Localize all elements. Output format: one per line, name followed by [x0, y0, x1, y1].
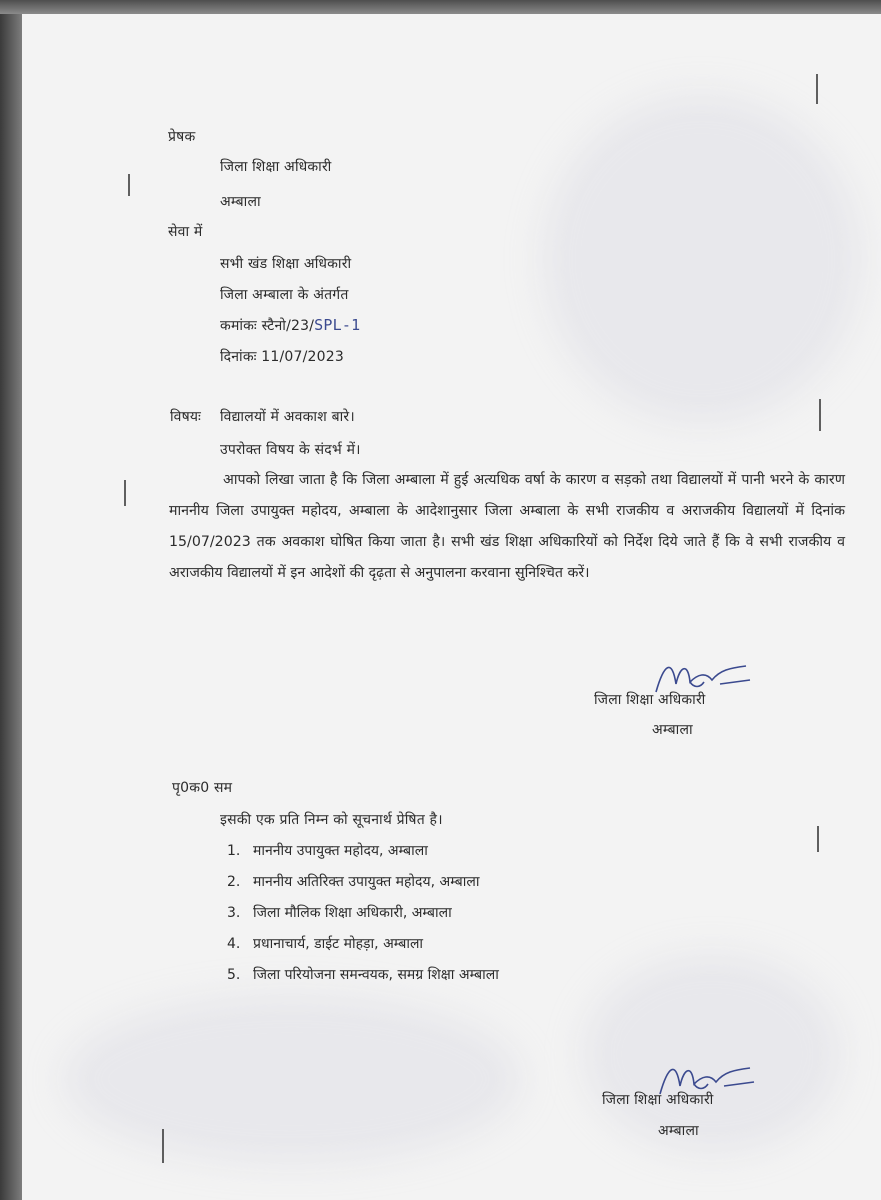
list-item [227, 934, 423, 953]
signature2-place: अम्बाला [658, 1123, 699, 1139]
list-item-text: जिला मौलिक शिक्षा अधिकारी, अम्बाला [253, 905, 452, 921]
scan-smudge [62, 994, 522, 1164]
recipient-designation: सभी खंड शिक्षा अधिकारी [220, 256, 352, 272]
list-item-number: 5. [227, 967, 241, 983]
scan-mark [162, 1129, 164, 1163]
scan-smudge [542, 94, 862, 424]
subject-label: विषयः [170, 409, 202, 425]
list-item [227, 903, 452, 922]
scan-mark [816, 74, 818, 104]
sender-label: प्रेषक [168, 129, 196, 145]
list-item [227, 965, 499, 984]
letter-date: दिनांकः 11/07/2023 [220, 349, 344, 365]
list-item-number: 2. [227, 874, 241, 890]
scan-border-left [0, 0, 22, 1200]
reference-number [220, 316, 360, 335]
subject-text: विद्यालयों में अवकाश बारे। [220, 409, 355, 425]
list-item-text: प्रधानाचार्य, डाईट मोहड़ा, अम्बाला [253, 936, 424, 952]
list-item-text: जिला परियोजना समन्वयक, समग्र शिक्षा अम्बाला [253, 967, 499, 983]
list-item [227, 872, 480, 891]
list-item-number: 1. [227, 843, 241, 859]
recipient-label: सेवा में [168, 224, 203, 240]
endorsement-intro: इसकी एक प्रति निम्न को सूचनार्थ प्रेषित है। [220, 812, 443, 828]
scan-mark [124, 480, 126, 506]
reference-number-handwritten: SPL-1 [314, 316, 361, 334]
list-item-text: माननीय उपायुक्त महोदय, अम्बाला [253, 843, 428, 859]
sender-place: अम्बाला [220, 194, 261, 210]
list-item [227, 841, 428, 860]
reference-number-prefix: कमांकः स्टैनो/23/ [220, 318, 315, 334]
endorsement-label: पृ0क0 सम [172, 780, 233, 796]
scan-border-top [0, 0, 881, 14]
list-item-number: 3. [227, 905, 241, 921]
list-item-text: माननीय अतिरिक्त उपायुक्त महोदय, अम्बाला [253, 874, 480, 890]
scan-mark [817, 826, 819, 852]
document-page [22, 14, 881, 1200]
list-item-number: 4. [227, 936, 241, 952]
recipient-jurisdiction: जिला अम्बाला के अंतर्गत [220, 287, 349, 303]
scan-mark [128, 174, 130, 196]
scan-smudge [582, 954, 842, 1154]
scan-mark [819, 399, 821, 431]
signature1-place: अम्बाला [652, 722, 693, 738]
signature1-designation: जिला शिक्षा अधिकारी [594, 692, 706, 708]
sender-designation: जिला शिक्षा अधिकारी [220, 159, 332, 175]
signature2-designation: जिला शिक्षा अधिकारी [602, 1092, 714, 1108]
letter-body: आपको लिखा जाता है कि जिला अम्बाला में हुई अत्यधिक वर्षा के कारण व सड़को तथा विद्यालयों में पानी भरने के कारण माननीय जिला उपायुक्त महोदय, अम्बाला के आदेशानुसार जिला अम्बाला के सभी राजकीय व अराजकीय विद्यालयों में दिनांक 15/07/2023 तक अवकाश घोषित किया जाता है। सभी खंड शिक्षा अधिकारियों को निर्देश दिये जाते हैं कि वे सभी राजकीय व अराजकीय विद्यालयों में इन आदेशों की दृढ़ता से अनुपालना करवाना सुनिश्चित करें। [169, 472, 845, 581]
reference-line: उपरोक्त विषय के संदर्भ में। [220, 442, 361, 458]
